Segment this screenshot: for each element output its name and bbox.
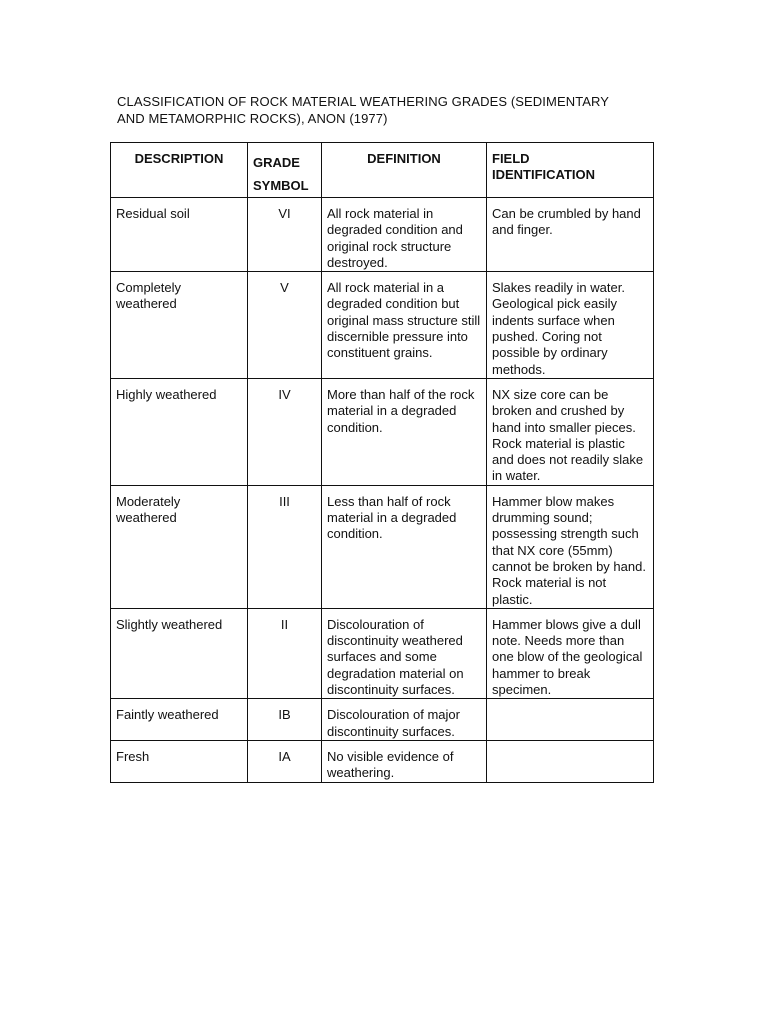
table-row: [111, 378, 654, 485]
weathering-grades-table: [110, 142, 654, 783]
cell-grade: V: [248, 272, 322, 379]
cell-field-identification: Hammer blow makes drumming sound; possessing strength such that NX core (55mm) cannot be broken by hand. Rock material is not plastic.: [487, 485, 654, 608]
cell-grade: IA: [248, 740, 322, 782]
page-title: [117, 93, 662, 127]
cell-field-identification: [487, 740, 654, 782]
page-title-line-1: CLASSIFICATION OF ROCK MATERIAL WEATHERING GRADES (SEDIMENTARY: [117, 94, 610, 109]
cell-description: Residual soil: [111, 198, 248, 272]
cell-field-identification: Can be crumbled by hand and finger.: [487, 198, 654, 272]
header-description: DESCRIPTION: [111, 143, 248, 198]
table-row: [111, 198, 654, 272]
cell-field-identification: Hammer blows give a dull note. Needs more than one blow of the geological hammer to break specimen.: [487, 608, 654, 698]
cell-description: Fresh: [111, 740, 248, 782]
header-grade-line-1: GRADE: [253, 155, 300, 170]
table-row: [111, 740, 654, 782]
cell-description: Completely weathered: [111, 272, 248, 379]
cell-grade: IB: [248, 699, 322, 741]
cell-field-identification: NX size core can be broken and crushed by hand into smaller pieces. Rock material is plastic and does not readily slake in water.: [487, 378, 654, 485]
cell-grade: II: [248, 608, 322, 698]
header-grade-line-2: SYMBOL: [253, 178, 309, 193]
cell-definition: All rock material in degraded condition and original rock structure destroyed.: [322, 198, 487, 272]
cell-grade: IV: [248, 378, 322, 485]
table-row: [111, 272, 654, 379]
cell-definition: Discolouration of discontinuity weathered surfaces and some degradation material on discontinuity surfaces.: [322, 608, 487, 698]
cell-definition: Discolouration of major discontinuity surfaces.: [322, 699, 487, 741]
table-row: [111, 608, 654, 698]
cell-grade: III: [248, 485, 322, 608]
header-field-identification: [487, 143, 654, 198]
cell-grade: VI: [248, 198, 322, 272]
header-field-line-1: FIELD: [492, 151, 530, 166]
cell-definition: No visible evidence of weathering.: [322, 740, 487, 782]
table-header-row: [111, 143, 654, 198]
page-title-line-2: AND METAMORPHIC ROCKS), ANON (1977): [117, 111, 388, 126]
cell-description: Highly weathered: [111, 378, 248, 485]
cell-description: Slightly weathered: [111, 608, 248, 698]
cell-field-identification: Slakes readily in water. Geological pick easily indents surface when pushed. Coring not possible by ordinary methods.: [487, 272, 654, 379]
header-grade-symbol: [248, 143, 322, 198]
table-row: [111, 699, 654, 741]
cell-definition: Less than half of rock material in a degraded condition.: [322, 485, 487, 608]
header-definition: DEFINITION: [322, 143, 487, 198]
cell-description: Moderately weathered: [111, 485, 248, 608]
cell-field-identification: [487, 699, 654, 741]
cell-definition: All rock material in a degraded condition but original mass structure still discernible pressure into constituent grains.: [322, 272, 487, 379]
cell-description: Faintly weathered: [111, 699, 248, 741]
header-field-line-2: IDENTIFICATION: [492, 167, 596, 183]
table-row: [111, 485, 654, 608]
cell-definition: More than half of the rock material in a degraded condition.: [322, 378, 487, 485]
